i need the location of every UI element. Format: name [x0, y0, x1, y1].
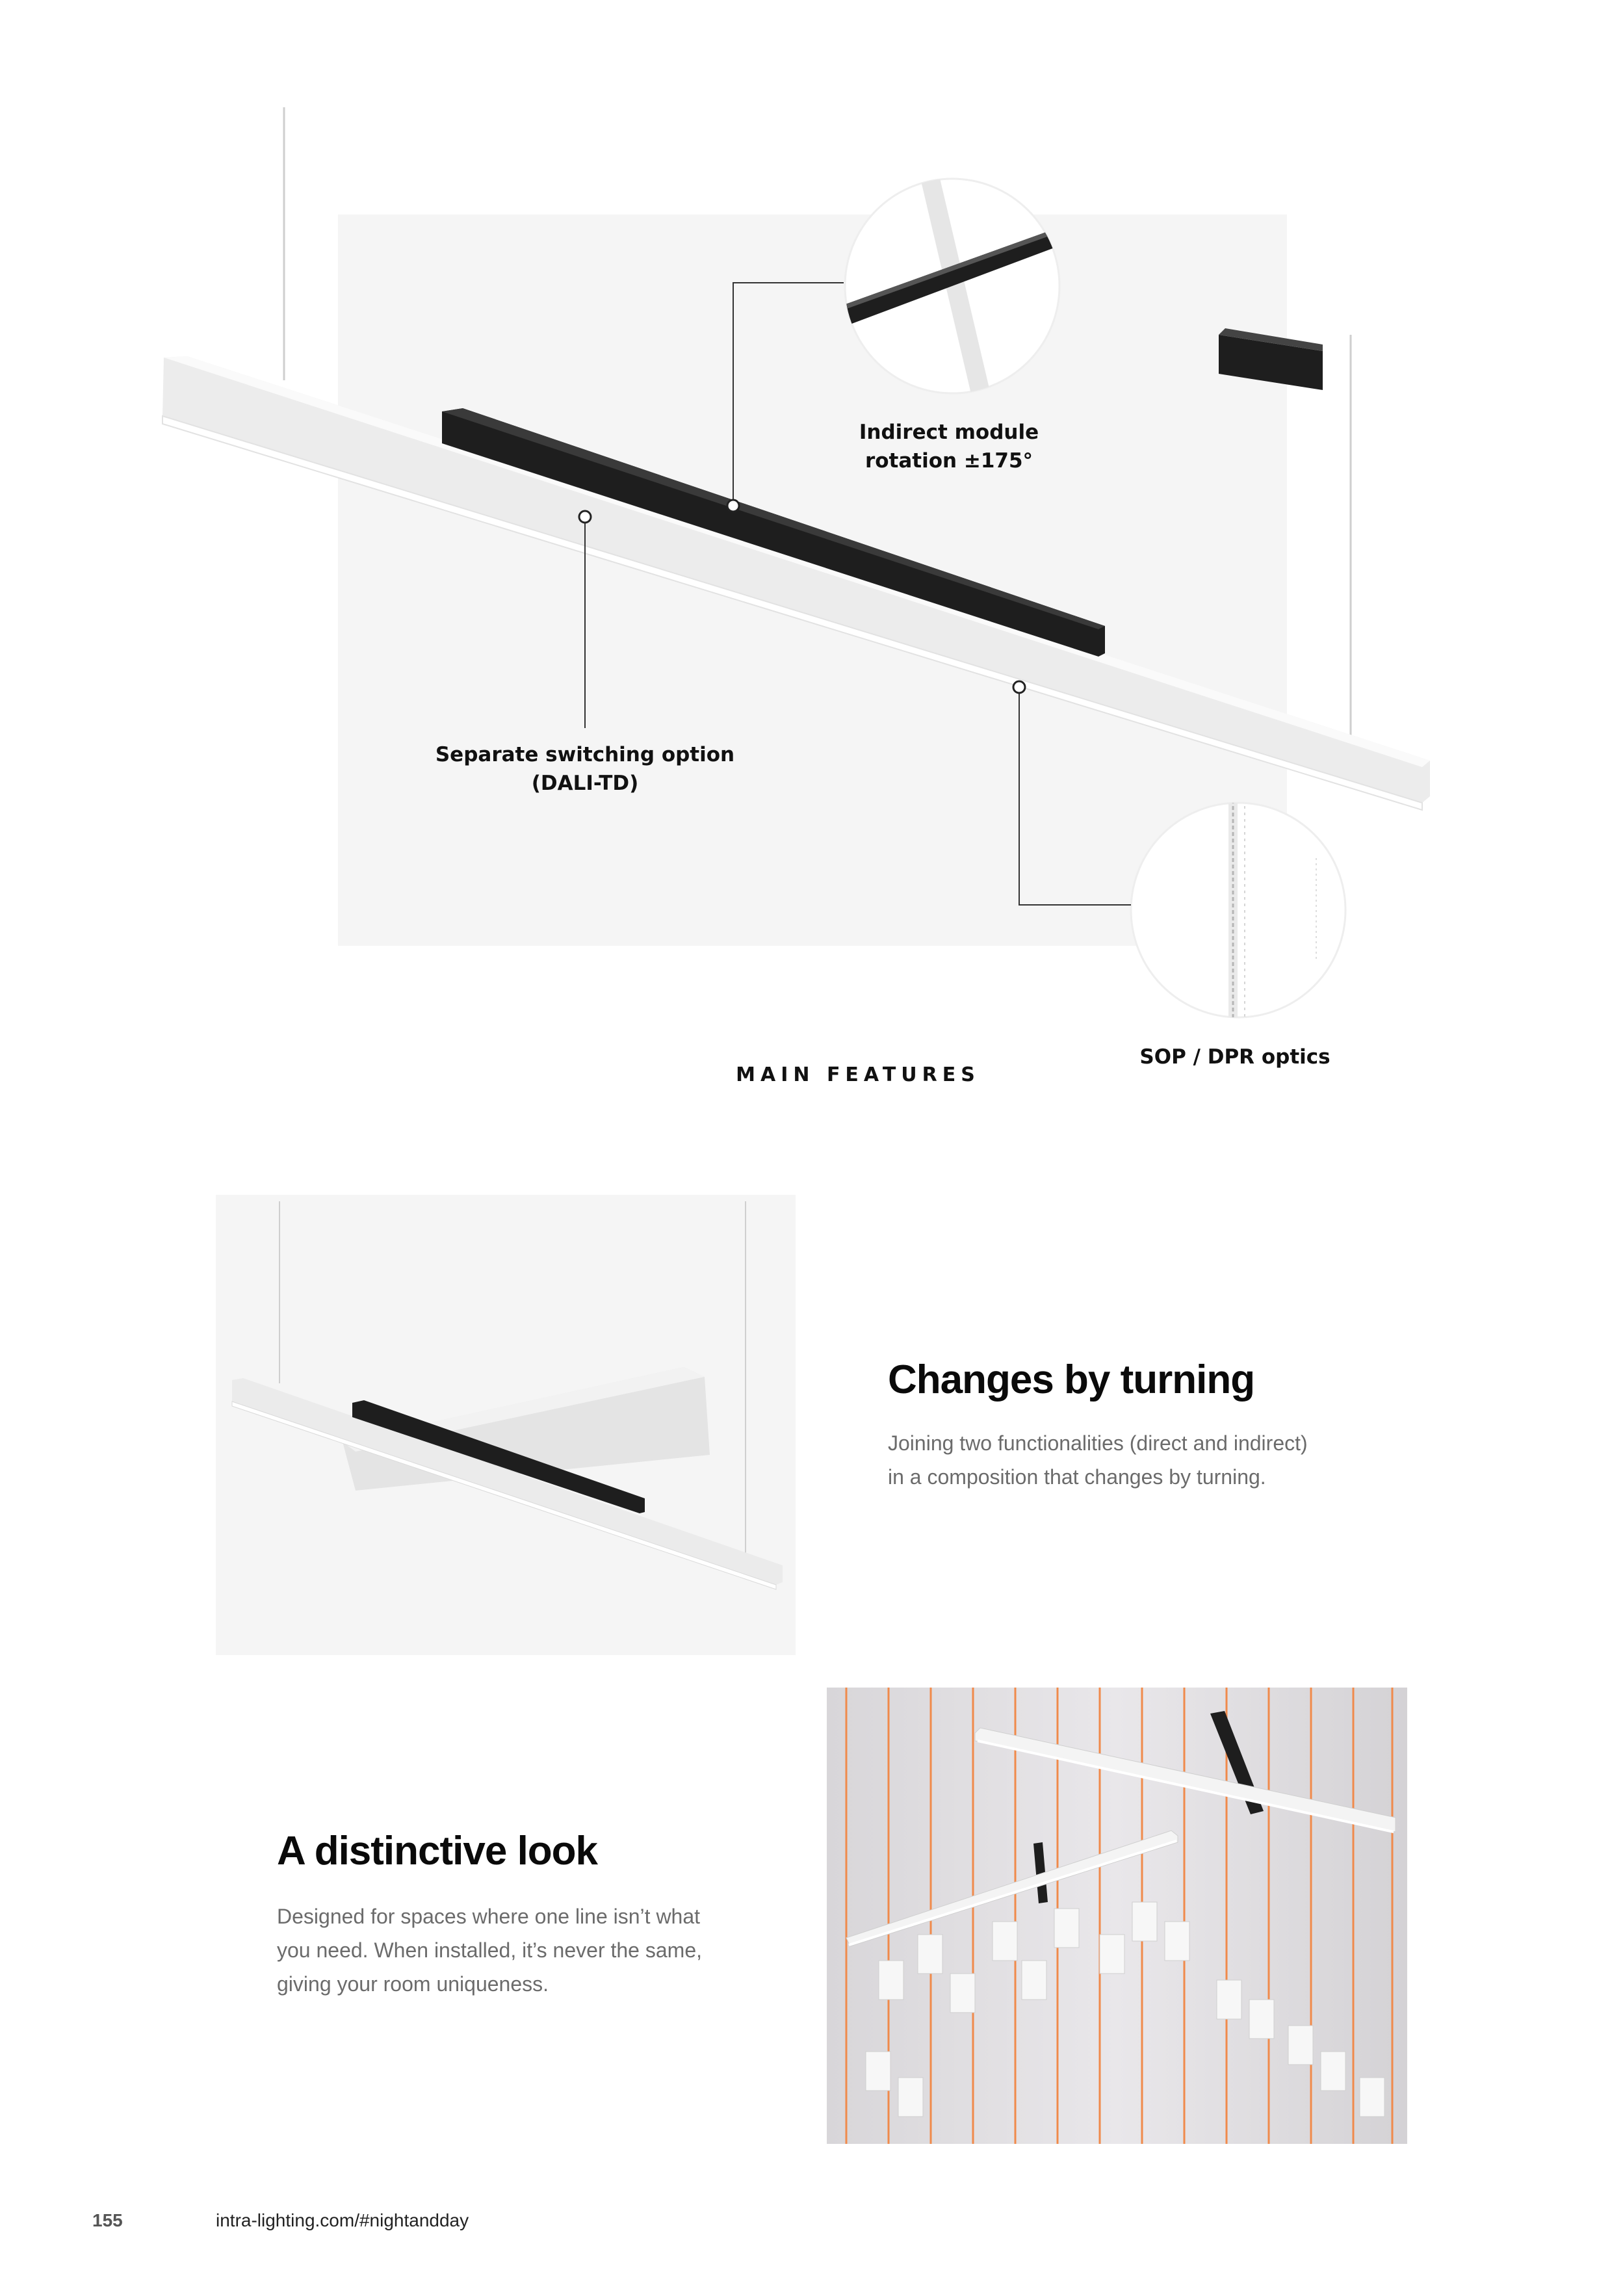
callout-separate-switching-line1: Separate switching option [435, 743, 735, 766]
look-title: A distinctive look [277, 1829, 598, 1873]
look-description-line3: giving your room uniqueness. [277, 1972, 549, 1996]
callout-indirect-module [806, 418, 1092, 475]
footer-url[interactable]: intra-lighting.com/#nightandday [216, 2210, 469, 2230]
look-description-line1: Designed for spaces where one line isn’t what [277, 1905, 701, 1928]
callout-optics [1079, 1043, 1391, 1071]
callout-separate-switching [403, 740, 767, 798]
callout-indirect-module-line1: Indirect module [859, 421, 1039, 444]
main-features-heading: MAIN FEATURES [736, 1063, 980, 1086]
look-description [277, 1899, 810, 2001]
callout-separate-switching-line2: (DALI-TD) [531, 772, 639, 795]
turning-description [888, 1426, 1473, 1494]
turning-title: Changes by turning [888, 1357, 1255, 1402]
turning-luminaire-image [216, 1195, 796, 1655]
turning-description-line1: Joining two functionalities (direct and indirect) [888, 1431, 1308, 1455]
callout-indirect-module-line2: rotation ±175° [864, 449, 1033, 473]
turning-description-line2: in a composition that changes by turning. [888, 1465, 1266, 1489]
callout-optics-line1: SOP / DPR optics [1139, 1045, 1331, 1069]
installation-photo [827, 1688, 1407, 2144]
look-description-line2: you need. When installed, it’s never the same, [277, 1938, 702, 1962]
page-number: 155 [92, 2210, 123, 2230]
